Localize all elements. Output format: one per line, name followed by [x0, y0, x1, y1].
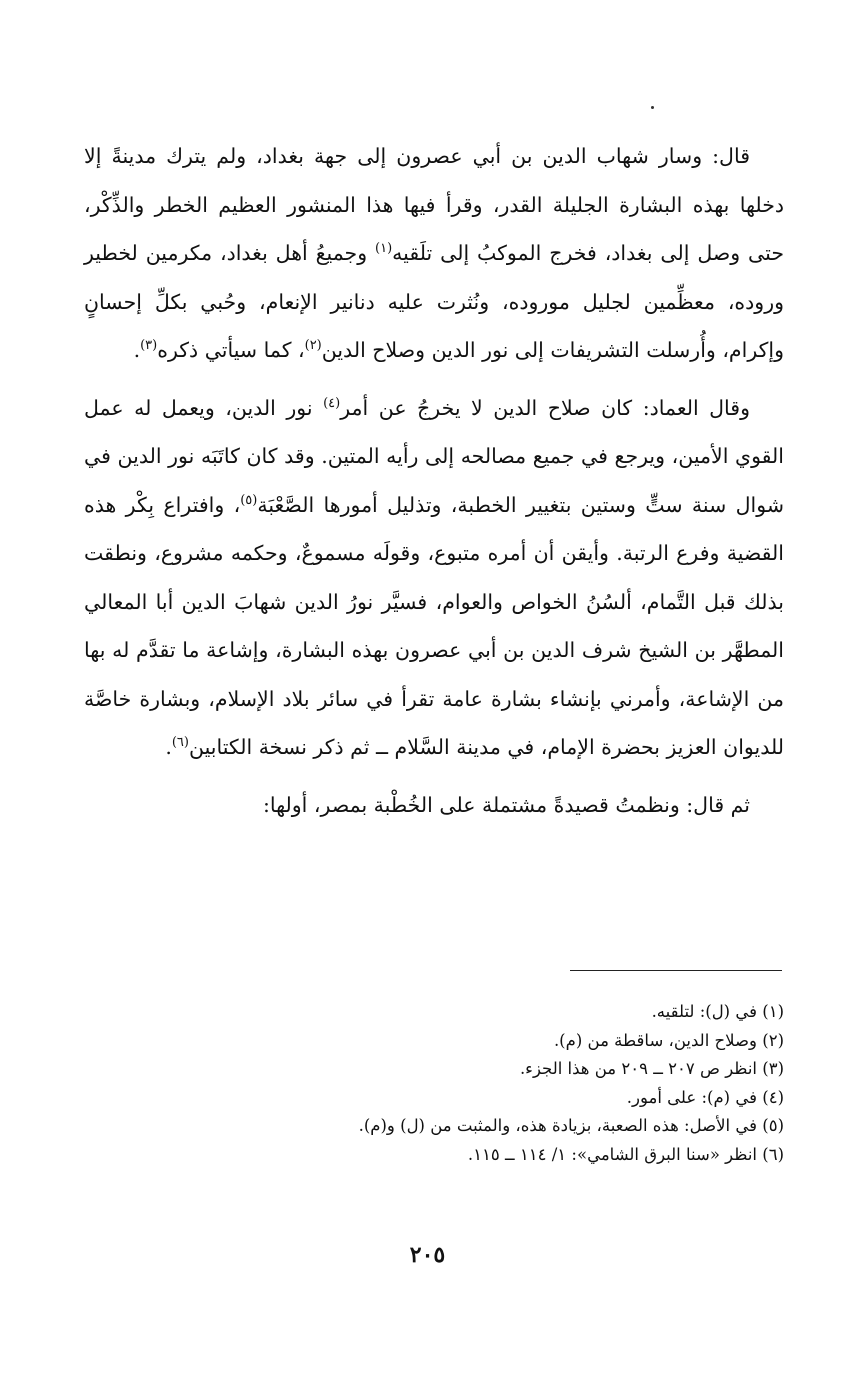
text-run: ثم قال: ونظمتُ قصيدةً مشتملة على الخُطْبة بمصر، أولها:: [262, 792, 750, 817]
text-run: ، كما سيأتي ذكره: [157, 338, 305, 362]
text-run: ، وافتراع بِكْر هذه القضية وفرع الرتبة. وأيقن أن أمره متبوع، وقولَه مسموعٌ، وحكمه مشروع، ونطقت بذلك قبل التَّمام، ألسُنُ الخواص والعوام، فسيَّر نورُ الدين شهابَ الدين أبا المعالي المطهَّر بن الشيخ شرف الدين بن أبي عصرون بهذه البشارة، وإشاعة ما تقدَّم له بها من الإشاعة، وأمرني بإنشاء بشارة عامة تقرأ في سائر بلاد الإسلام، وبشارة خاصَّة للديوان العزيز بحضرة الإمام، في مدينة السَّلام ــ ثم ذكر نسخة الكتابين: [84, 492, 784, 759]
paragraph: [84, 781, 784, 830]
footnote-ref: (٦): [171, 735, 189, 751]
footnote: (٢) وصلاح الدين، ساقطة من (م).: [553, 1030, 784, 1050]
footnote: (١) في (ل): لتلقيه.: [651, 1002, 784, 1021]
footnote: (٤) في (م): على أمور.: [626, 1087, 784, 1107]
footnote-ref: (٣): [140, 338, 158, 354]
footnotes-list: [84, 998, 784, 1169]
footnote-ref: (٤): [323, 395, 341, 411]
page-number: ٢٠٥: [409, 1242, 446, 1268]
paragraph: [84, 384, 784, 772]
footnote-ref: (١): [375, 241, 393, 257]
text-run: وقال العماد: كان صلاح الدين لا يخرجُ عن أمر: [340, 395, 751, 420]
text-run: قال: وسار شهاب الدين بن أبي عصرون إلى جهة بغداد، ولم يترك مدينةً إلا دخلها بهذه البشارة الجليلة القدر، وقرأ فيها هذا المنشور العظيم الخطر والذِّكْر، حتى وصل إلى بغداد، فخرج الموكبُ إلى تلَقيه: [84, 144, 784, 265]
text-run: .: [133, 338, 141, 362]
text-run: نور الدين، ويعمل له عمل القوي الأمين، ويرجع في جميع مصالحه إلى رأيه المتين. وقد كان كاتَبَه نور الدين في شوال سنة ستٍّ وستين بتغيير الخطبة، وتذليل أمورها الصَّعْبَة: [84, 395, 784, 517]
footnote: (٥) في الأصل: هذه الصعبة، بزيادة هذه، والمثبت من (ل) و(م).: [358, 1116, 784, 1135]
main-text: [84, 132, 784, 829]
paper-speck: [651, 106, 654, 109]
footnote: (٣) انظر ص ٢٠٧ ــ ٢٠٩ من هذا الجزء.: [519, 1059, 784, 1078]
footnote: (٦) انظر «سنا البرق الشامي»: ١/ ١١٤ ــ ١١٥.: [467, 1144, 784, 1164]
paragraph: [84, 132, 784, 375]
text-run: .: [165, 735, 172, 759]
footnote-divider: [570, 970, 782, 971]
footnote-ref: (٥): [240, 492, 258, 508]
text-run: وجميعُ أهل بغداد، مكرمين لخطير وروده، معظِّمين لجليل موروده، ونُثرت عليه دنانير الإنعام، وحُبي بكلِّ إحسانٍ وإكرام، وأُرسلت التشريفات إلى نور الدين وصلاح الدين: [84, 241, 784, 362]
footnote-ref: (٢): [304, 338, 322, 354]
